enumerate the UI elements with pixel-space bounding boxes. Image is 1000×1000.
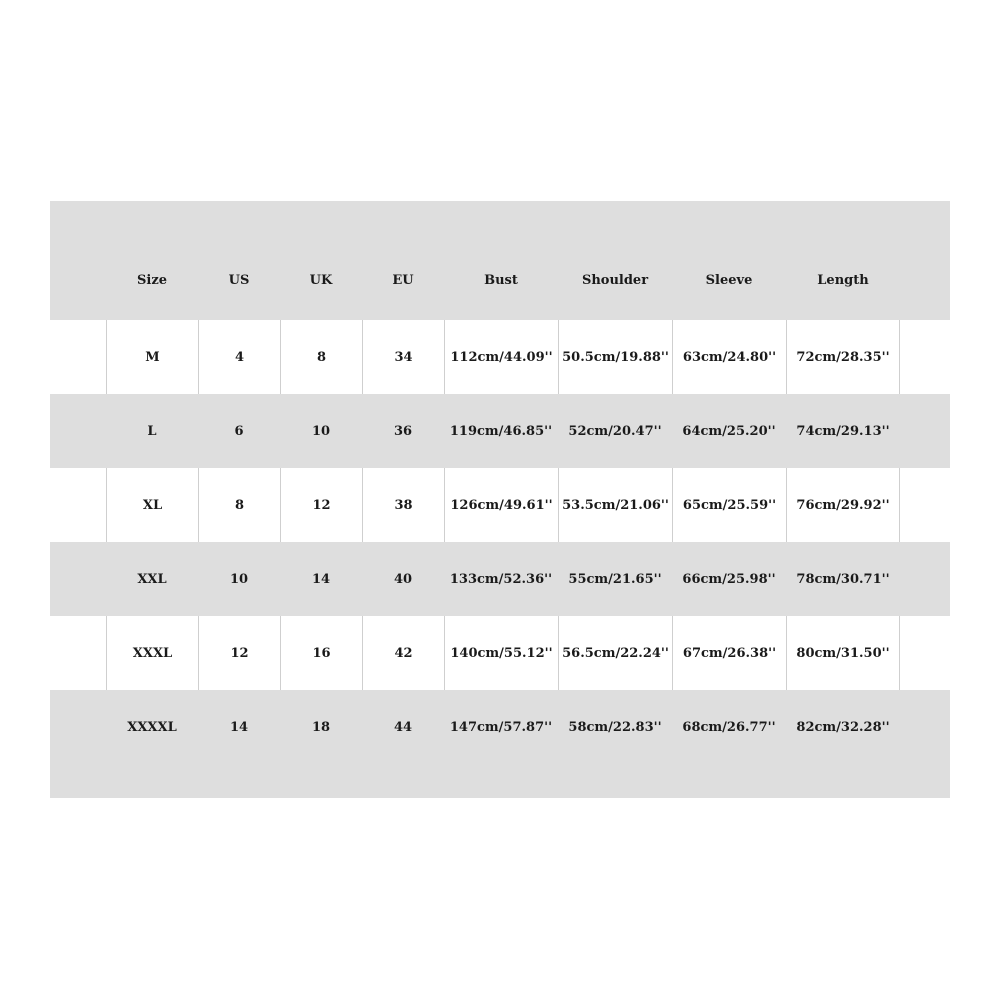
cell-sleeve: 63cm/24.80'' xyxy=(672,320,786,394)
cell-sleeve: 65cm/25.59'' xyxy=(672,468,786,542)
cell-shoulder: 55cm/21.65'' xyxy=(568,571,662,587)
table-header-row xyxy=(50,201,950,320)
cell-bust: 119cm/46.85'' xyxy=(449,423,553,439)
size-chart-table xyxy=(50,201,950,798)
cell-size: XXXXL xyxy=(127,719,177,735)
cell-shoulder: 50.5cm/19.88'' xyxy=(558,320,672,394)
cell-sleeve: 67cm/26.38'' xyxy=(672,616,786,690)
cell-uk: 12 xyxy=(280,468,362,542)
cell-length: 82cm/32.28'' xyxy=(796,719,890,735)
cell-shoulder: 53.5cm/21.06'' xyxy=(558,468,672,542)
cell-shoulder: 52cm/20.47'' xyxy=(568,423,662,439)
cell-uk: 14 xyxy=(311,571,331,587)
header-eu: EU xyxy=(392,273,414,288)
cell-us: 6 xyxy=(234,423,244,439)
cell-eu: 40 xyxy=(393,571,413,587)
cell-length: 74cm/29.13'' xyxy=(796,423,890,439)
cell-uk: 18 xyxy=(311,719,331,735)
cell-us: 14 xyxy=(229,719,249,735)
cell-bust: 147cm/57.87'' xyxy=(449,719,553,735)
cell-uk: 16 xyxy=(280,616,362,690)
cell-eu: 38 xyxy=(362,468,444,542)
cell-eu: 44 xyxy=(393,719,413,735)
cell-uk: 8 xyxy=(280,320,362,394)
header-length: Length xyxy=(817,273,869,288)
header-sleeve: Sleeve xyxy=(705,273,753,288)
header-uk: UK xyxy=(309,273,333,288)
cell-size: L xyxy=(147,423,157,439)
table-row xyxy=(50,468,950,542)
cell-us: 12 xyxy=(198,616,280,690)
header-bust: Bust xyxy=(484,273,518,288)
cell-sleeve: 64cm/25.20'' xyxy=(682,423,776,439)
cell-length: 72cm/28.35'' xyxy=(786,320,900,394)
cell-bust: 112cm/44.09'' xyxy=(444,320,558,394)
cell-shoulder: 56.5cm/22.24'' xyxy=(558,616,672,690)
cell-uk: 10 xyxy=(311,423,331,439)
cell-size: XXL xyxy=(137,571,167,587)
cell-size: XXXL xyxy=(106,616,198,690)
cell-bust: 133cm/52.36'' xyxy=(449,571,553,587)
cell-eu: 36 xyxy=(393,423,413,439)
header-us: US xyxy=(228,273,250,288)
cell-length: 76cm/29.92'' xyxy=(786,468,900,542)
cell-size: M xyxy=(106,320,198,394)
table-row xyxy=(50,542,950,616)
cell-length: 78cm/30.71'' xyxy=(796,571,890,587)
cell-bust: 140cm/55.12'' xyxy=(444,616,558,690)
cell-us: 8 xyxy=(198,468,280,542)
table-row xyxy=(50,616,950,690)
cell-eu: 42 xyxy=(362,616,444,690)
cell-shoulder: 58cm/22.83'' xyxy=(568,719,662,735)
cell-length: 80cm/31.50'' xyxy=(786,616,900,690)
cell-sleeve: 66cm/25.98'' xyxy=(682,571,776,587)
cell-us: 4 xyxy=(198,320,280,394)
cell-us: 10 xyxy=(229,571,249,587)
cell-bust: 126cm/49.61'' xyxy=(444,468,558,542)
table-row xyxy=(50,320,950,394)
header-size: Size xyxy=(137,273,167,288)
cell-eu: 34 xyxy=(362,320,444,394)
cell-size: XL xyxy=(106,468,198,542)
cell-sleeve: 68cm/26.77'' xyxy=(682,719,776,735)
table-row xyxy=(50,690,950,764)
header-shoulder: Shoulder xyxy=(581,273,649,288)
table-row xyxy=(50,394,950,468)
